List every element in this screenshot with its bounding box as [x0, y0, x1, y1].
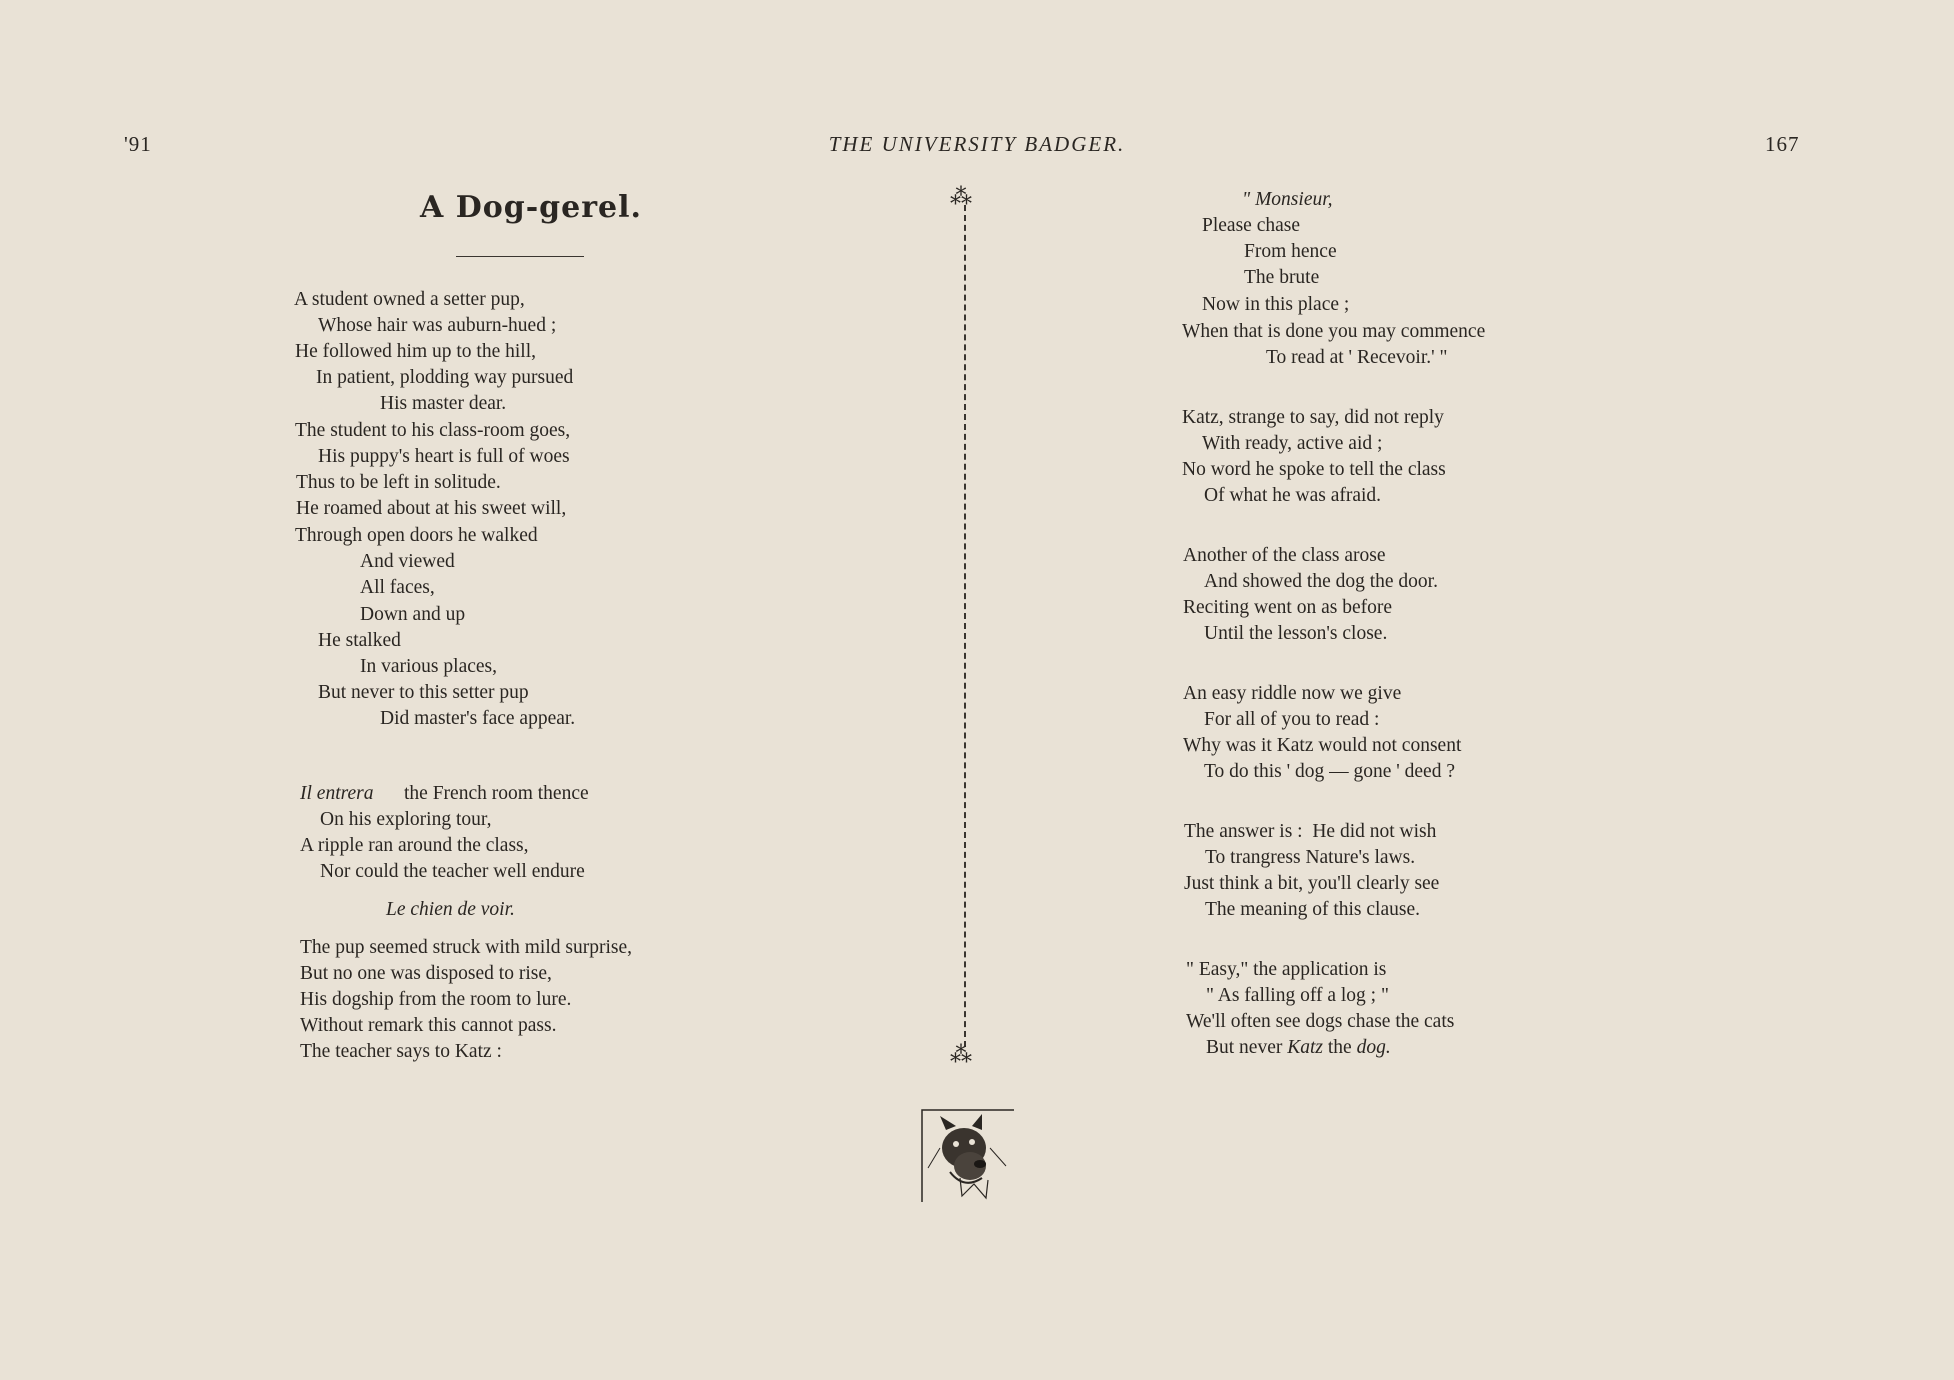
poem-line: A student owned a setter pup,: [294, 289, 525, 310]
poem-line: But never to this setter pup: [318, 682, 529, 703]
poem-line: His master dear.: [380, 393, 507, 414]
poem-line: A ripple ran around the class,: [300, 835, 529, 856]
title-rule: [456, 256, 584, 257]
header-year: '91: [124, 132, 152, 156]
poem-line: And showed the dog the door.: [1204, 571, 1438, 592]
poem-text-italic: dog.: [1356, 1037, 1391, 1058]
poem-line: Until the lesson's close.: [1204, 623, 1388, 644]
divider-bottom-ornament: ⁂: [950, 1042, 972, 1067]
page-number: 167: [1765, 132, 1800, 156]
poem-line: For all of you to read :: [1204, 709, 1380, 730]
poem-line: Down and up: [360, 604, 466, 625]
poem-line: Katz, strange to say, did not reply: [1182, 407, 1444, 428]
poem-line: The answer is : He did not wish: [1184, 821, 1437, 842]
poem-line: The meaning of this clause.: [1205, 899, 1420, 920]
poem-line: On his exploring tour,: [320, 809, 492, 830]
poem-line-italic: Il entrera: [300, 783, 374, 804]
poem-line: Now in this place ;: [1202, 294, 1350, 315]
poem-text: But never: [1206, 1037, 1288, 1058]
poem-line: He roamed about at his sweet will,: [296, 498, 567, 519]
poem-line: But no one was disposed to rise,: [300, 963, 552, 984]
poem-title: A Dog-gerel.: [420, 190, 642, 225]
running-title: THE UNIVERSITY BADGER.: [828, 132, 1126, 156]
dog-head-emblem-icon: [920, 1108, 1016, 1204]
poem-line: His dogship from the room to lure.: [300, 989, 572, 1010]
poem-line: We'll often see dogs chase the cats: [1186, 1011, 1455, 1032]
poem-line: the French room thence: [404, 783, 589, 804]
poem-line-italic: " Monsieur,: [1242, 189, 1333, 210]
poem-line: Whose hair was auburn-hued ;: [318, 315, 557, 336]
poem-line: He followed him up to the hill,: [295, 341, 537, 362]
poem-line: In various places,: [360, 656, 497, 677]
column-divider: [964, 205, 966, 1047]
poem-line: Nor could the teacher well endure: [320, 861, 585, 882]
poem-line: His puppy's heart is full of woes: [318, 446, 570, 467]
poem-text: the: [1323, 1037, 1357, 1058]
poem-line: All faces,: [360, 577, 435, 598]
poem-line-final: [1206, 1038, 1391, 1058]
poem-line: In patient, plodding way pursued: [316, 367, 574, 388]
poem-line-italic: Le chien de voir.: [386, 899, 515, 920]
poem-line: To do this ' dog — gone ' deed ?: [1204, 761, 1455, 782]
poem-line: Without remark this cannot pass.: [300, 1015, 557, 1036]
poem-line: Just think a bit, you'll clearly see: [1184, 873, 1440, 894]
poem-line: " Easy," the application is: [1186, 959, 1387, 980]
poem-line: To read at ' Recevoir.' ": [1266, 347, 1448, 368]
poem-text-italic: Katz: [1287, 1037, 1323, 1058]
poem-line: " As falling off a log ; ": [1206, 985, 1389, 1006]
poem-line: Please chase: [1202, 215, 1300, 236]
poem-line: The teacher says to Katz :: [300, 1041, 502, 1062]
poem-line: The pup seemed struck with mild surprise,: [300, 937, 632, 958]
divider-top-ornament: ⁂: [950, 184, 972, 209]
poem-line: When that is done you may commence: [1182, 321, 1486, 342]
poem-line: Another of the class arose: [1183, 545, 1386, 566]
poem-line: To trangress Nature's laws.: [1205, 847, 1416, 868]
poem-line: Did master's face appear.: [380, 708, 576, 729]
poem-line: The brute: [1244, 267, 1320, 288]
poem-line: An easy riddle now we give: [1183, 683, 1402, 704]
poem-line: Thus to be left in solitude.: [296, 472, 501, 493]
poem-line: From hence: [1244, 241, 1337, 262]
poem-line: Of what he was afraid.: [1204, 485, 1382, 506]
poem-line: And viewed: [360, 551, 455, 572]
poem-line: He stalked: [318, 630, 401, 651]
poem-line: Reciting went on as before: [1183, 597, 1393, 618]
poem-line: Why was it Katz would not consent: [1183, 735, 1462, 756]
poem-line: The student to his class-room goes,: [295, 420, 571, 441]
poem-line: With ready, active aid ;: [1202, 433, 1383, 454]
poem-line: No word he spoke to tell the class: [1182, 459, 1446, 480]
poem-line: Through open doors he walked: [295, 525, 538, 546]
